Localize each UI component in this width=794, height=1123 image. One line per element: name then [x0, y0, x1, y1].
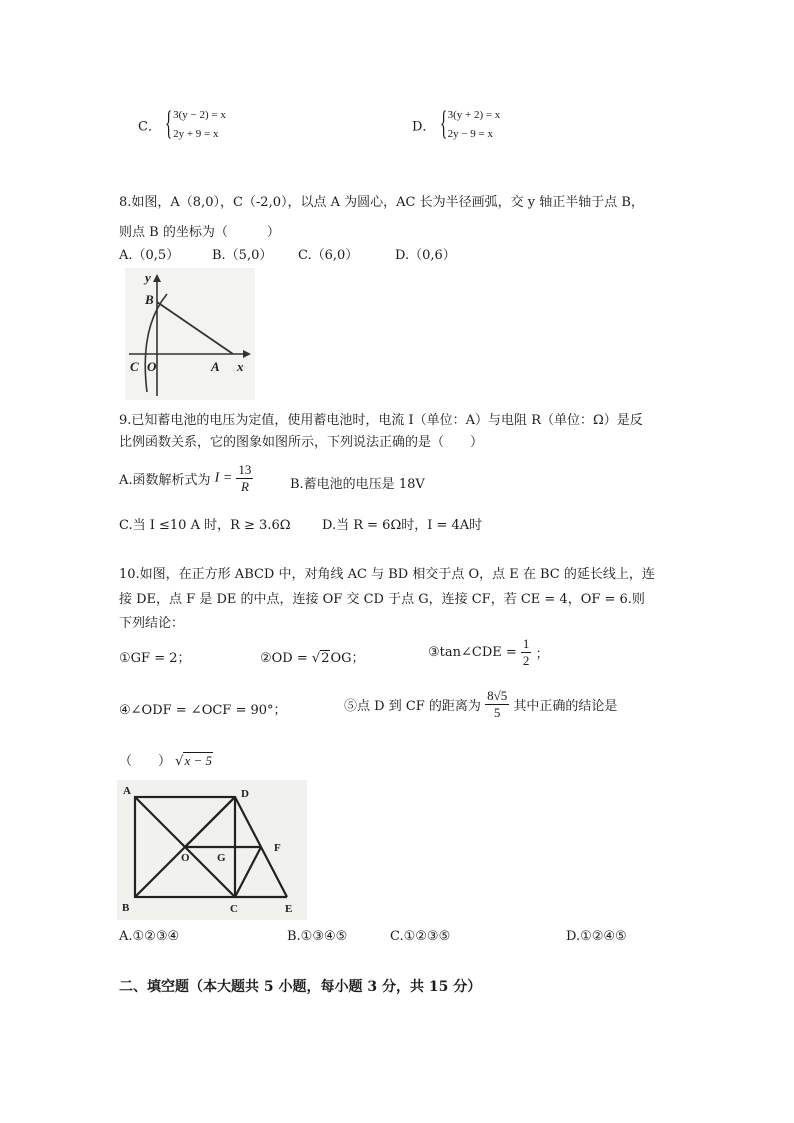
q8-figure — [125, 268, 255, 400]
q8-stem-line-2: 则点 B 的坐标为（ ） — [119, 225, 280, 240]
q9-option-a — [119, 462, 253, 495]
stray-root-radicand: x − 5 — [184, 753, 212, 768]
q9-option-a-prefix: A.函数解析式为 — [119, 473, 211, 488]
statement-5-fraction — [485, 688, 509, 721]
q10-stem-line-3: 下列结论： — [119, 616, 185, 631]
statement-5-suffix: 其中正确的结论是 — [513, 699, 618, 714]
statement-3-fraction — [521, 636, 532, 669]
q8-option-b: B.（5,0） — [212, 248, 273, 263]
fraction-numerator: 1 — [522, 636, 530, 651]
q7-option-d-system — [440, 106, 501, 144]
q9-option-d: D.当 R = 6Ω时，I = 4A时 — [322, 518, 483, 533]
q7-d-equation-2: 2y − 9 = x — [447, 128, 493, 140]
q7-option-c — [138, 106, 226, 144]
q8-option-a: A.（0,5） — [119, 248, 180, 263]
statement-5-prefix: ⑤点 D 到 CF 的距离为 — [344, 699, 481, 714]
q10-answer-parentheses — [119, 750, 213, 769]
stray-root-prefix: √ — [175, 754, 184, 769]
q10-option-a: A.①②③④ — [119, 929, 180, 944]
q8-option-c: C.（6,0） — [298, 248, 359, 263]
figure-background — [125, 268, 255, 400]
q7-c-equation-2: 2y + 9 = x — [173, 128, 219, 140]
q8-stem-line-1: 8.如图，A（8,0），C（-2,0），以点 A 为圆心，AC 长为半径画弧，交 y 轴正半轴于点 B， — [119, 195, 644, 210]
fraction-denominator: 5 — [493, 705, 501, 720]
q10-statement-3 — [428, 636, 549, 669]
point-g-label: G — [217, 852, 226, 864]
q9-option-c: C.当 I ≤10 A 时，R ≥ 3.6Ω — [119, 518, 291, 533]
vertex-c-label: C — [230, 903, 238, 915]
q9-stem-line-1: 9.已知蓄电池的电压为定值，使用蓄电池时，电流 I（单位：A）与电阻 R（单位：Ω）是反 — [119, 413, 643, 428]
vertex-b-label: B — [122, 902, 130, 914]
fraction-denominator: 2 — [522, 653, 530, 668]
q9-option-b: B.蓄电池的电压是 18V — [290, 477, 425, 492]
q7-option-c-system — [165, 106, 226, 144]
fraction-numerator: 8√5 — [487, 688, 508, 703]
q7-option-d-label: D． — [412, 119, 436, 135]
point-b-label: B — [145, 292, 154, 307]
q10-option-d: D.①②④⑤ — [566, 929, 627, 944]
point-o-label: O — [181, 852, 190, 864]
q7-option-d — [412, 106, 500, 144]
q10-option-c: C.①②③⑤ — [390, 929, 451, 944]
section-2-heading: 二、填空题（本大题共 5 小题，每小题 3 分，共 15 分） — [119, 979, 482, 995]
q10-statement-2 — [260, 647, 365, 666]
q7-c-equation-1: 3(y − 2) = x — [173, 109, 226, 121]
q9-option-a-variable: I = — [214, 470, 233, 486]
q10-stem-line-1: 10.如图，在正方形 ABCD 中，对角线 AC 与 BD 相交于点 O，点 E 在 BC 的延长线上，连 — [119, 567, 655, 582]
point-c-label: C — [130, 359, 139, 374]
q8-option-d: D.（0,6） — [395, 248, 456, 263]
point-e-label: E — [285, 903, 293, 915]
y-axis-label: y — [145, 270, 151, 285]
brace-icon: { — [439, 105, 447, 142]
q10-stem-line-2: 接 DE，点 F 是 DE 的中点，连接 OF 交 CD 于点 G，连接 CF，若 CE = 4，OF = 6.则 — [119, 592, 645, 607]
q7-option-c-label: C． — [138, 119, 161, 135]
q10-figure — [117, 780, 307, 920]
statement-3-prefix: ③tan∠CDE = — [428, 645, 517, 660]
fraction-numerator: 13 — [238, 462, 252, 477]
q10-option-b: B.①③④⑤ — [287, 929, 348, 944]
statement-2-prefix: ②OD = √ — [260, 651, 321, 666]
point-a-label: A — [211, 359, 220, 374]
q7-d-equation-1: 3(y + 2) = x — [447, 109, 501, 121]
statement-2-suffix: OG； — [330, 651, 365, 666]
vertex-d-label: D — [241, 788, 249, 800]
point-f-label: F — [274, 842, 281, 854]
answer-parentheses: （ ） — [119, 754, 172, 769]
vertex-a-label: A — [123, 785, 131, 797]
statement-2-radicand: 2 — [321, 651, 330, 666]
q10-statement-4: ④∠ODF = ∠OCF = 90°； — [119, 703, 287, 718]
origin-o-label: O — [147, 359, 157, 374]
statement-3-suffix: ； — [535, 647, 549, 662]
x-axis-label: x — [237, 359, 244, 374]
brace-icon: { — [165, 105, 173, 142]
q10-statement-1: ①GF = 2； — [119, 651, 191, 666]
q9-option-a-fraction — [236, 462, 253, 495]
fraction-denominator: R — [240, 479, 249, 494]
q10-statement-5 — [344, 688, 617, 721]
q9-stem-line-2: 比例函数关系，它的图象如图所示，下列说法正确的是（ ） — [119, 435, 484, 450]
